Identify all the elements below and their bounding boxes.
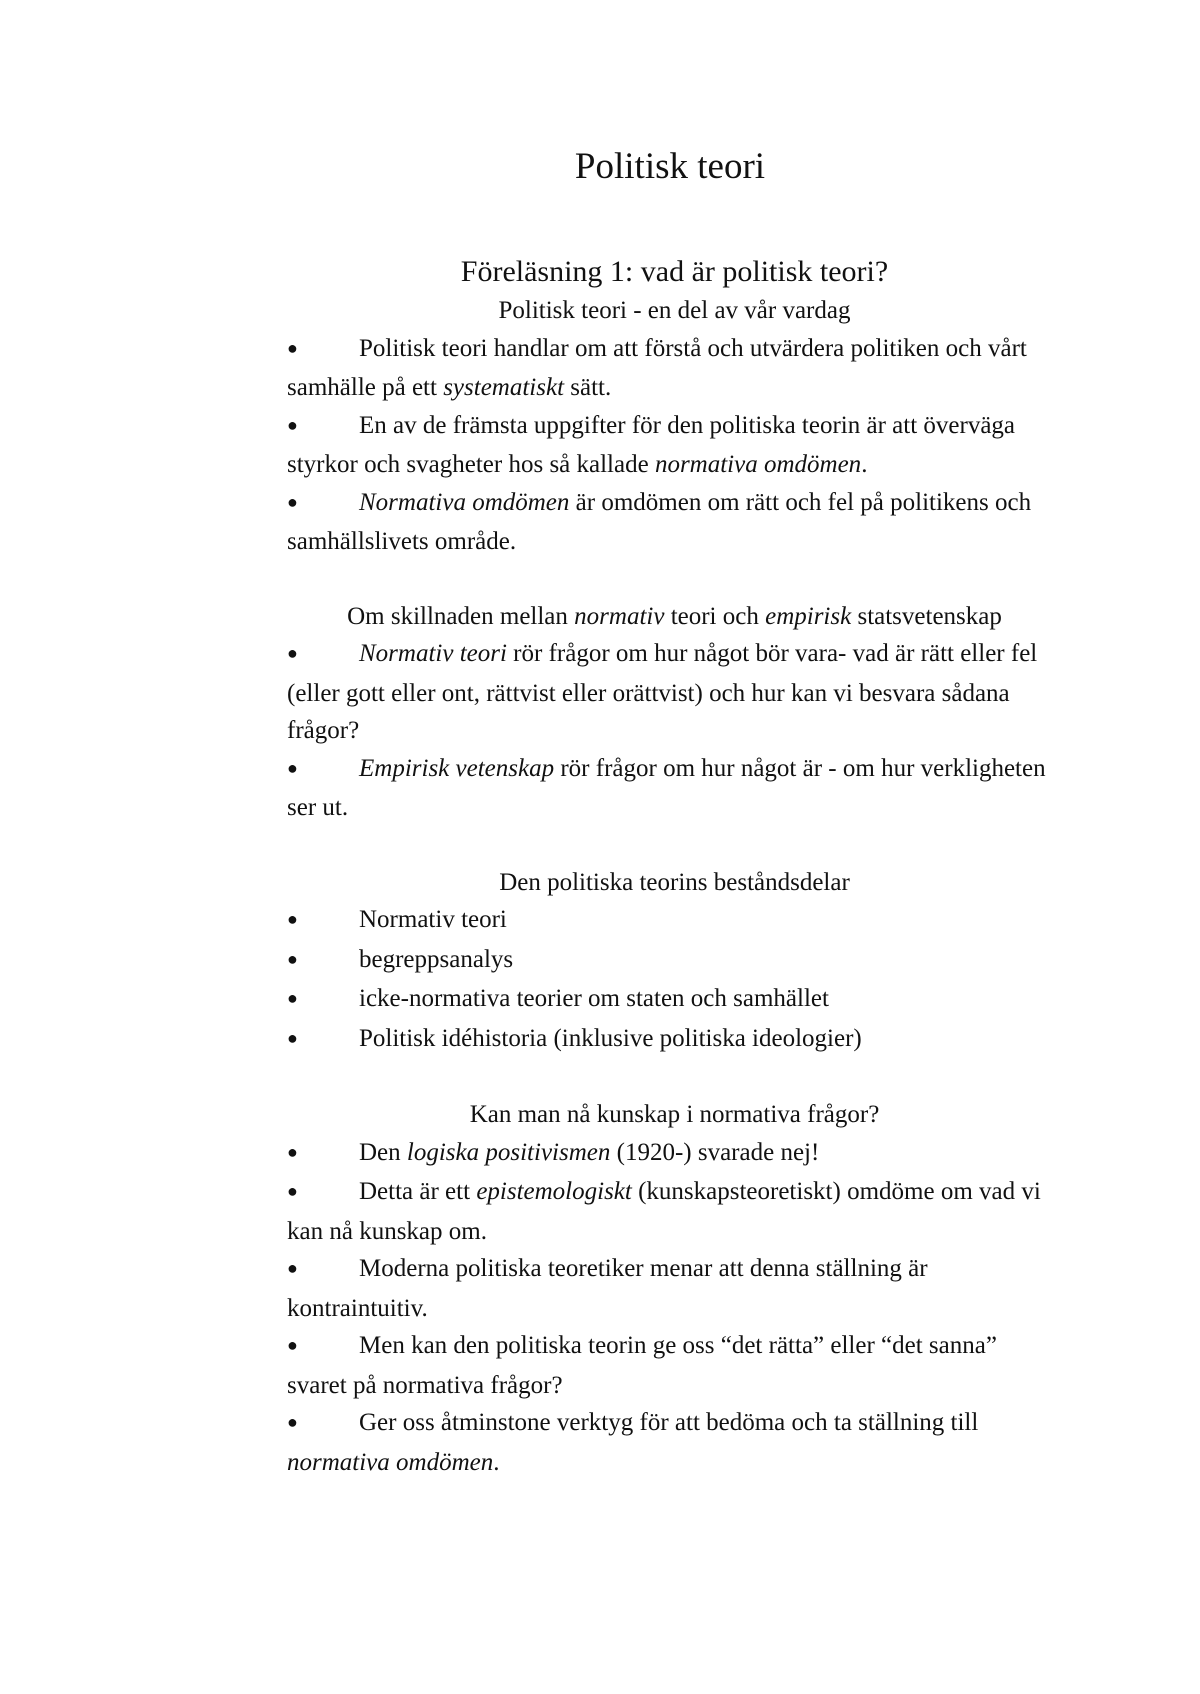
bullet-icon — [287, 941, 359, 981]
bullet-item — [287, 1327, 1062, 1404]
section-heading: Den politiska teorins beståndsdelar — [499, 868, 850, 896]
sections-container — [287, 292, 1062, 1481]
lecture-heading: Föreläsning 1: vad är politisk teori? — [460, 255, 889, 288]
section-spacer — [287, 1059, 1062, 1096]
text-run: Om skillnaden mellan — [347, 602, 575, 630]
section-heading: Kan man nå kunskap i normativa frågor? — [469, 1101, 880, 1128]
text-run: Den — [359, 1138, 407, 1166]
text-run: Politisk idéhistoria (inklusive politiska ideologier) — [359, 1024, 862, 1052]
bullet-item — [287, 1134, 1062, 1174]
section-spacer — [287, 561, 1062, 598]
italic-text: Empirisk vetenskap — [359, 754, 555, 782]
text-run: Detta är ett — [359, 1178, 477, 1205]
text-run: En av de främsta uppgifter för den politiska teorin är att överväga styrkor och svagheter hos så kallade — [287, 411, 1016, 478]
bullet-icon — [287, 1327, 359, 1367]
bullet-item — [287, 750, 1062, 827]
bullet-item — [287, 330, 1062, 407]
text-run: . — [861, 451, 868, 478]
text-run: statsvetenskap — [851, 602, 1002, 630]
bullet-icon — [287, 1134, 359, 1174]
text-run: är omdömen om rätt och fel på politikens och samhällslivets område. — [287, 488, 1032, 555]
bullet-icon — [287, 980, 359, 1020]
document-body — [287, 252, 1062, 1481]
italic-text: normativ — [574, 602, 665, 630]
text-run: rör frågor om hur något är - om hur verkligheten ser ut. — [287, 754, 1046, 821]
text-run: (kunskapsteoretiskt) omdöme om vad vi kan nå kunskap om. — [287, 1178, 1041, 1245]
bullet-icon — [287, 330, 359, 370]
italic-text: logiska positivismen — [406, 1138, 611, 1166]
text-run: Moderna politiska teoretiker menar att denna ställning är kontraintuitiv. — [287, 1255, 928, 1322]
bullet-icon — [287, 750, 359, 790]
bullet-icon — [287, 484, 359, 524]
bullet-icon — [287, 1404, 359, 1444]
bullet-icon — [287, 635, 359, 675]
section-spacer — [287, 827, 1062, 864]
text-run: Normativ teori — [359, 906, 507, 933]
italic-text: normativa omdömen — [654, 451, 862, 478]
section-heading — [287, 598, 1062, 636]
bullet-item — [287, 901, 1062, 941]
text-run: Men kan den politiska teorin ge oss “det rätta” eller “det sanna” svaret på normativa frågor? — [287, 1332, 997, 1399]
italic-text: empirisk — [765, 602, 852, 630]
bullet-item — [287, 1404, 1062, 1481]
italic-text: Normativa omdömen — [359, 488, 570, 516]
bullet-icon — [287, 1173, 359, 1213]
bullet-item — [287, 635, 1062, 750]
italic-text: normativa omdömen — [287, 1448, 494, 1476]
text-run: Politisk teori handlar om att förstå och utvärdera politiken och vårt samhälle på ett — [287, 334, 1027, 401]
text-run: Ger oss åtminstone verktyg för att bedöma och ta ställning till — [359, 1409, 979, 1436]
text-run: teori och — [664, 602, 766, 630]
text-run: sätt. — [564, 374, 612, 401]
bullet-item — [287, 941, 1062, 981]
text-run: rör frågor om hur något bör vara- vad är rätt eller fel (eller gott eller ont, rättvist eller orättvist) och hur kan vi besvara sådana frågor? — [287, 640, 1038, 744]
document-title: Politisk teori — [574, 146, 766, 187]
bullet-item — [287, 407, 1062, 484]
bullet-icon — [287, 1020, 359, 1060]
bullet-icon — [287, 1250, 359, 1290]
italic-text: systematiskt — [443, 374, 565, 401]
text-run: . — [493, 1448, 500, 1476]
italic-text: epistemologiskt — [476, 1178, 632, 1205]
section-heading: Politisk teori - en del av vår vardag — [498, 297, 851, 324]
italic-text: Normativ teori — [359, 640, 507, 667]
text-run: icke-normativa teorier om staten och samhället — [359, 985, 829, 1012]
bullet-item — [287, 1020, 1062, 1060]
bullet-item — [287, 980, 1062, 1020]
bullet-item — [287, 1173, 1062, 1250]
bullet-icon — [287, 407, 359, 447]
text-run: begreppsanalys — [359, 945, 514, 973]
text-run: (1920-) svarade nej! — [610, 1138, 820, 1166]
bullet-item — [287, 484, 1062, 561]
bullet-item — [287, 1250, 1062, 1327]
bullet-icon — [287, 901, 359, 941]
